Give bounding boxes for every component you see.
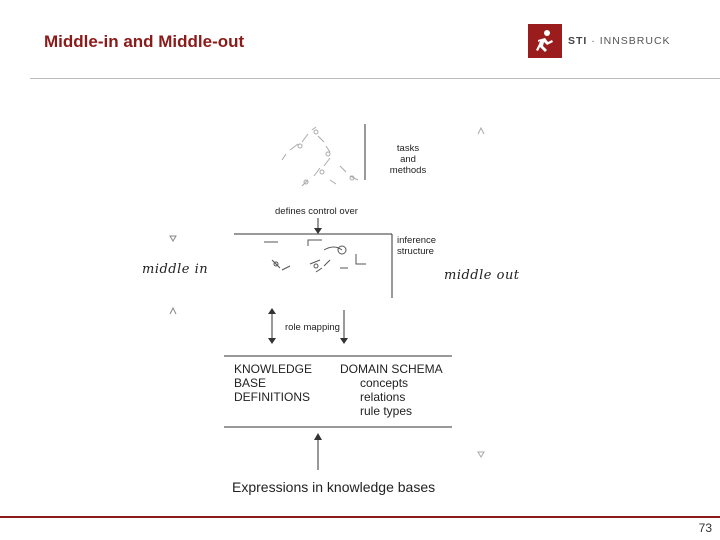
- domain-schema-title: DOMAIN SCHEMA: [340, 362, 443, 376]
- middle-out-label: middle out: [444, 268, 520, 283]
- tasks-methods-label: tasks and methods: [389, 143, 427, 176]
- middle-in-label: middle in: [142, 262, 209, 277]
- middle-in-out-diagram: [130, 110, 530, 510]
- diagram-graphics: [130, 110, 530, 510]
- task-tree-sketch: [282, 127, 358, 186]
- middle-in-down-marker: [170, 236, 176, 241]
- defines-control-label: defines control over: [275, 206, 358, 217]
- middle-out-down-marker: [478, 452, 484, 457]
- role-arrow-left-down: [268, 338, 276, 344]
- defines-arrow-head: [314, 228, 322, 234]
- kb-definitions-label: KNOWLEDGE BASE DEFINITIONS: [234, 362, 313, 404]
- inference-sketch: [264, 240, 366, 272]
- role-arrow-left-up: [268, 308, 276, 314]
- page-number: 73: [698, 521, 712, 535]
- expressions-label: Expressions in knowledge bases: [232, 479, 436, 495]
- domain-schema-items: concepts relations rule types: [360, 376, 413, 418]
- logo-wordmark: STI · INNSBRUCK: [568, 35, 671, 47]
- expressions-arrow-head: [314, 433, 322, 440]
- inference-structure-label: inference structure: [397, 235, 437, 257]
- person-icon: [528, 24, 562, 58]
- middle-in-up-marker: [170, 308, 176, 314]
- sti-innsbruck-logo: [528, 24, 688, 60]
- role-mapping-label: role mapping: [285, 322, 340, 333]
- page-title: Middle-in and Middle-out: [44, 32, 245, 51]
- middle-out-up-marker: [478, 128, 484, 134]
- header-divider: [30, 78, 720, 79]
- footer-divider: [0, 516, 720, 518]
- role-arrow-right-down: [340, 338, 348, 344]
- logo-mark: [528, 24, 562, 58]
